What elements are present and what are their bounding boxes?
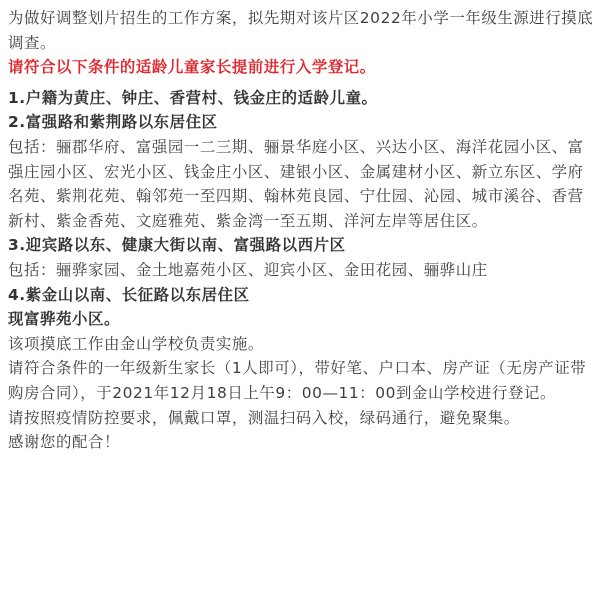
instructions-paragraph: 请符合条件的一年级新生家长（1人即可），带好笔、户口本、房产证（无房产证带购房合同），于2021年12月18日上午9：00—11：00到金山学校进行登记。 <box>8 359 587 402</box>
section-2-heading: 2.富强路和紫荆路以东居住区 <box>8 113 218 132</box>
section-2-detail: 包括：骊郡华府、富强园一二三期、骊景华庭小区、兴达小区、海洋花园小区、富强庄园小区、宏光小区、钱金庄小区、建银小区、金属建材小区、新立东区、学府名苑、紫荆花苑、翰邻苑一至四期、翰林苑良园、宁仕园、沁园、城市溪谷、香营新村、紫金香苑、文庭雅苑、紫金湾一至五期、洋河左岸等居住区。 <box>8 137 584 230</box>
section-4-heading: 4.紫金山以南、长征路以东居住区 <box>8 285 250 304</box>
section-3-heading: 3.迎宾路以东、健康大街以南、富强路以西片区 <box>8 236 346 255</box>
registration-notice: 请符合以下条件的适龄儿童家长提前进行入学登记。 <box>8 58 376 77</box>
section-1-heading: 1.户籍为黄庄、钟庄、香营村、钱金庄的适龄儿童。 <box>8 88 378 107</box>
thanks-paragraph: 感谢您的配合！ <box>8 433 120 452</box>
notice-document <box>8 6 596 455</box>
intro-paragraph: 为做好调整划片招生的工作方案，拟先期对该片区2022年小学一年级生源进行摸底调查。 <box>8 9 594 52</box>
responsible-paragraph: 该项摸底工作由金山学校负责实施。 <box>8 334 264 353</box>
section-4-detail: 现富骅苑小区。 <box>8 310 120 329</box>
epidemic-paragraph: 请按照疫情防控要求，佩戴口罩，测温扫码入校，绿码通行，避免聚集。 <box>8 408 520 427</box>
section-3-detail: 包括：骊骅家园、金土地嘉苑小区、迎宾小区、金田花园、骊骅山庄 <box>8 260 488 279</box>
